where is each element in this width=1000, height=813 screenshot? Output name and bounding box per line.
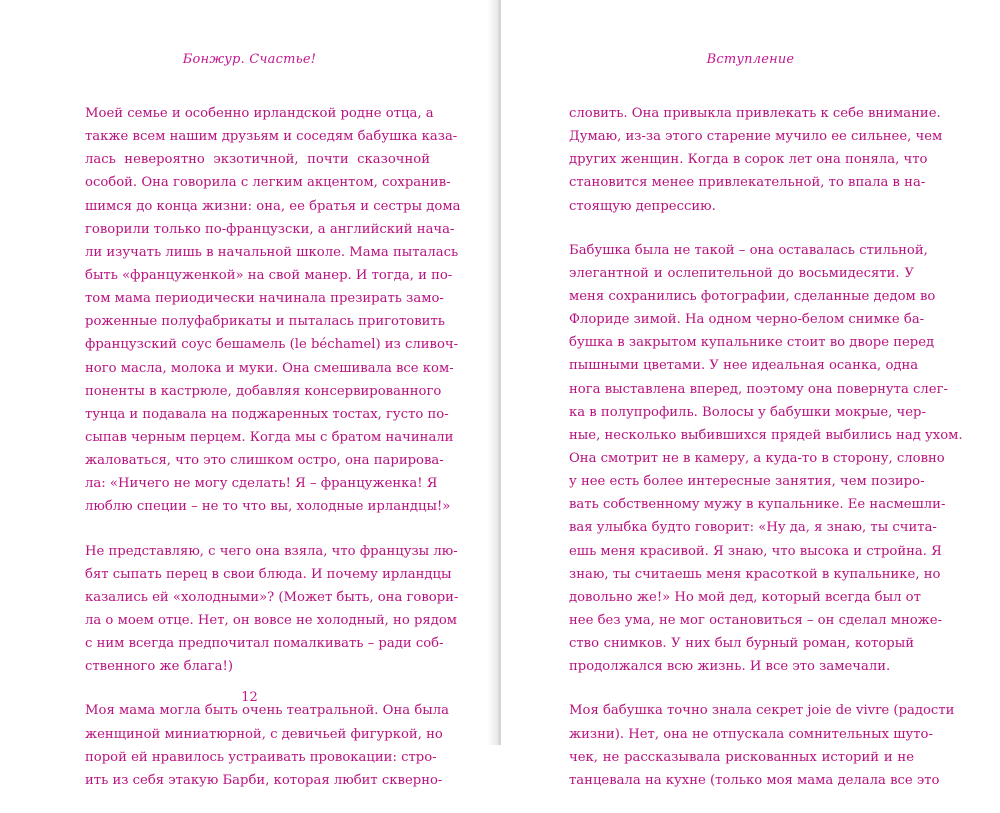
text-line: танцевала на кухне (только моя мама делала все это xyxy=(569,772,940,788)
text-line: ла о моем отце. Нет, он вовсе не холодный, но рядом xyxy=(85,612,458,628)
left-text-block xyxy=(85,102,461,813)
page-number: 12 xyxy=(241,690,258,705)
text-line: нее без ума, не мог остановиться – он сделал множе- xyxy=(569,612,943,628)
text-line: ка в полупрофиль. Волосы у бабушки мокрые, чер- xyxy=(569,404,926,420)
left-page xyxy=(0,0,499,788)
text-line: Моя мама могла быть очень театральной. Она была xyxy=(85,703,450,719)
text-line: также всем нашим друзьям и соседям бабушка каза- xyxy=(85,129,458,145)
text-line: меня сохранились фотографии, сделанные дедом во xyxy=(569,288,936,304)
text-line: жизни). Нет, она не отпускала сомнительных шуто- xyxy=(569,726,933,742)
text-line: ного масла, молока и муки. Она смешивала все ком- xyxy=(85,360,454,376)
text-line: бушка в закрытом купальнике стоит во дворе перед xyxy=(569,335,935,351)
paragraph xyxy=(569,239,963,679)
left-running-head: Бонжур. Счастье! xyxy=(182,52,317,67)
text-line: люблю специи – не то что вы, холодные ирландцы!» xyxy=(85,499,451,515)
text-line: вать собственному мужу в купальнике. Ее насмешли- xyxy=(569,497,946,513)
text-line: Моей семье и особенно ирландской родне отца, а xyxy=(85,106,434,121)
paragraph xyxy=(569,102,943,218)
text-line: порой ей нравилось устраивать провокации: стро- xyxy=(85,749,437,765)
text-line: ство снимков. У них был бурный роман, который xyxy=(569,636,914,652)
text-line: стоящую депрессию. xyxy=(569,198,716,214)
text-line: особой. Она говорила с легким акцентом, сохранив- xyxy=(85,175,451,191)
text-line: женщиной миниатюрной, с девичьей фигуркой, но xyxy=(85,726,443,742)
text-line: Моя бабушка точно знала секрет joie de vivre (радости xyxy=(569,703,955,719)
text-line: казались ей «холодными»? (Может быть, она говори- xyxy=(85,589,459,605)
text-line: Думаю, из-за этого старение мучило ее сильнее, чем xyxy=(569,129,943,145)
text-line: шимся до конца жизни: она, ее братья и сестры дома xyxy=(85,198,461,214)
text-line: французский соус бешамель (le béchamel) из сливоч- xyxy=(85,337,459,353)
text-line: сыпав черным перцем. Когда мы с братом начинали xyxy=(85,429,454,445)
text-line: Она смотрит не в камеру, а куда-то в сторону, словно xyxy=(569,450,945,466)
text-line: ешь меня красивой. Я знаю, что высока и стройна. Я xyxy=(569,543,942,559)
text-line: нога выставлена вперед, поэтому она повернута слег- xyxy=(569,381,948,397)
text-line: тунца и подавала на поджаренных тостах, густо по- xyxy=(85,406,449,422)
text-line: ла: «Ничего не могу сделать! Я – француженка! Я xyxy=(85,476,438,492)
text-line: чек, не рассказывала рискованных историй и не xyxy=(569,749,914,765)
paragraph xyxy=(85,699,450,792)
text-line: ственного же блага!) xyxy=(85,659,233,675)
text-line: бят сыпать перец в свои блюда. И почему ирландцы xyxy=(85,566,452,582)
text-line: говорили только по-французски, а английский нача- xyxy=(85,221,455,237)
text-line: ли изучать лишь в начальной школе. Мама пыталась xyxy=(85,244,459,260)
paragraph xyxy=(85,540,459,679)
text-line: жаловаться, что это слишком остро, она парирова- xyxy=(85,453,444,469)
text-line: Не представляю, с чего она взяла, что французы лю- xyxy=(85,543,458,559)
text-line: становится менее привлекательной, то впала в на- xyxy=(569,175,926,191)
text-line: пышными цветами. У нее идеальная осанка, одна xyxy=(569,358,919,374)
text-line: роженные полуфабрикаты и пыталась приготовить xyxy=(85,314,445,330)
text-line: у нее есть более интересные занятия, чем позиро- xyxy=(569,474,925,490)
text-line: вая улыбка будто говорит: «Ну да, я знаю, ты счита- xyxy=(569,520,937,536)
text-line: других женщин. Когда в сорок лет она поняла, что xyxy=(569,152,928,168)
text-line: довольно же!» Но мой дед, который всегда был от xyxy=(569,589,921,605)
text-line: том мама периодически начинала презирать замо- xyxy=(85,291,444,307)
paragraph xyxy=(569,699,955,792)
text-line: ные, несколько выбившихся прядей выбились над ухом. xyxy=(569,427,963,443)
text-line: элегантной и ослепительной до восьмидесяти. У xyxy=(569,265,914,281)
text-line: знаю, ты считаешь меня красоткой в купальнике, но xyxy=(569,566,941,582)
text-line: с ним всегда предпочитал помалкивать – ради соб- xyxy=(85,636,444,652)
text-line: поненты в кастрюле, добавляя консервированного xyxy=(85,383,442,399)
text-line: лась невероятно экзотичной, почти сказочной xyxy=(85,152,430,168)
text-line: ить из себя этакую Барби, которая любит скверно- xyxy=(85,772,443,788)
text-line: Флориде зимой. На одном черно-белом снимке ба- xyxy=(569,312,925,328)
right-page xyxy=(501,0,1000,788)
text-line: быть «француженкой» на свой манер. И тогда, и по- xyxy=(85,267,453,283)
text-line: Бабушка была не такой – она оставалась стильной, xyxy=(569,242,928,258)
right-running-head: Вступление xyxy=(706,52,795,67)
paragraph xyxy=(85,102,461,519)
right-text-block xyxy=(569,102,963,813)
text-line: словить. Она привыкла привлекать к себе внимание. xyxy=(569,106,941,121)
text-line: продолжался всю жизнь. И все это замечали. xyxy=(569,659,891,675)
